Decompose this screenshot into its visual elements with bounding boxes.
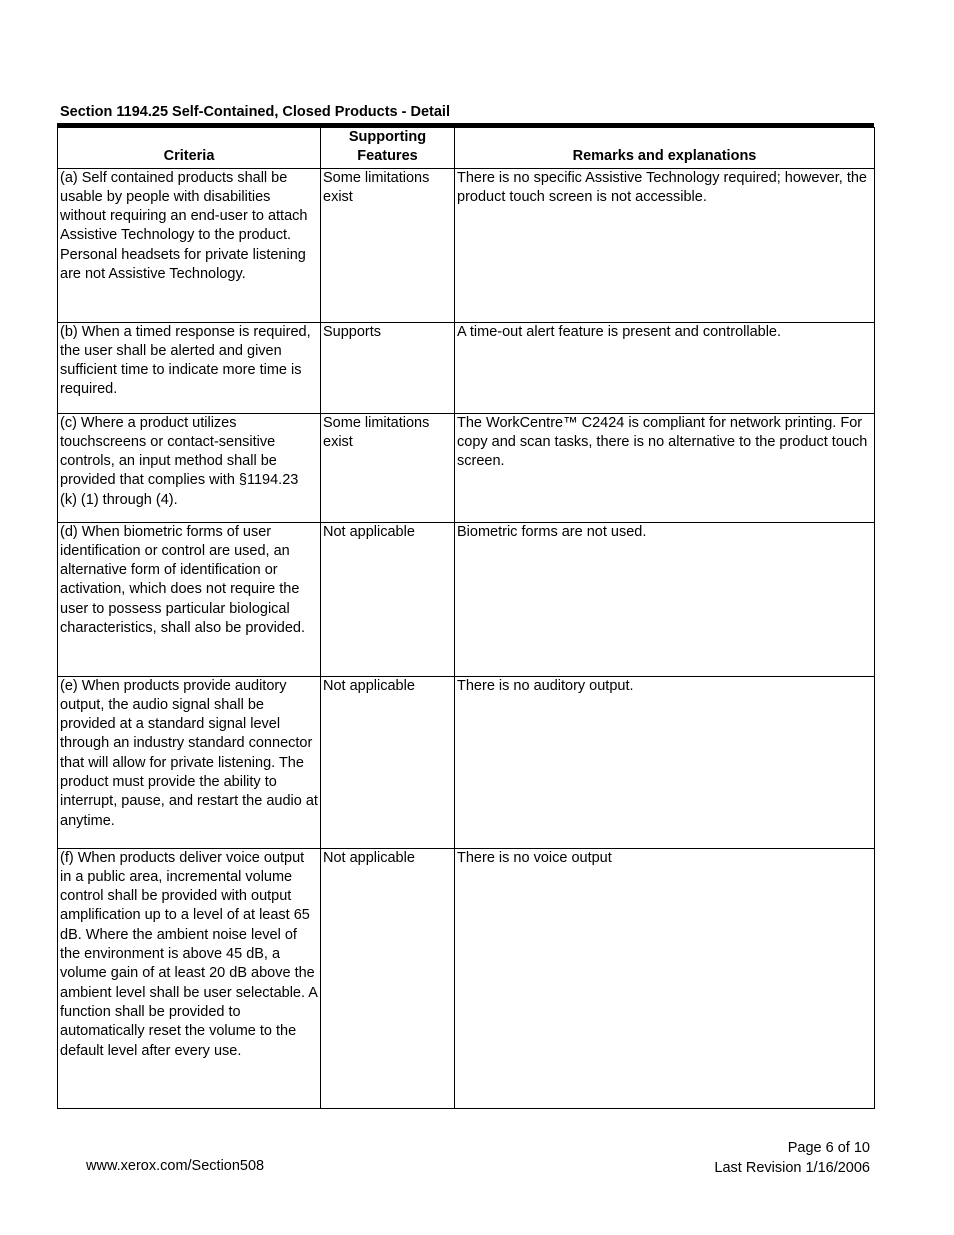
criteria-table — [57, 127, 875, 1109]
table-row — [58, 322, 875, 413]
header-remarks: Remarks and explanations — [455, 128, 875, 169]
criteria-cell: (b) When a timed response is required, the user shall be alerted and given sufficient time to indicate more time is required. — [58, 322, 321, 413]
supporting-cell: Supports — [321, 322, 455, 413]
table-header-row — [58, 128, 875, 169]
supporting-cell: Not applicable — [321, 676, 455, 848]
section-title: Section 1194.25 Self-Contained, Closed Products - Detail — [60, 104, 450, 120]
footer-page-info — [714, 1139, 870, 1178]
table-row — [58, 522, 875, 676]
remarks-cell: Biometric forms are not used. — [455, 522, 875, 676]
table-row — [58, 676, 875, 848]
criteria-cell: (e) When products provide auditory output, the audio signal shall be provided at a standard signal level through an industry standard connector that will allow for private listening. The product must provide the ability to interrupt, pause, and restart the audio at anytime. — [58, 676, 321, 848]
criteria-cell: (d) When biometric forms of user identification or control are used, an alternative form of identification or activation, which does not require the user to possess particular biological characteristics, shall also be provided. — [58, 522, 321, 676]
remarks-cell: There is no auditory output. — [455, 676, 875, 848]
remarks-cell: There is no voice output — [455, 848, 875, 1108]
criteria-cell: (a) Self contained products shall be usable by people with disabilities without requiring an end-user to attach Assistive Technology to the product. Personal headsets for private listening are not Assistive Technology. — [58, 168, 321, 322]
header-supporting-features: Supporting Features — [321, 128, 455, 169]
remarks-cell: A time-out alert feature is present and controllable. — [455, 322, 875, 413]
supporting-cell: Some limitations exist — [321, 168, 455, 322]
page-number: Page 6 of 10 — [787, 1140, 870, 1156]
criteria-cell: (c) Where a product utilizes touchscreens or contact-sensitive controls, an input method shall be provided that complies with §1194.23 (k) (1) through (4). — [58, 413, 321, 522]
supporting-cell: Not applicable — [321, 522, 455, 676]
remarks-cell: The WorkCentre™ C2424 is compliant for network printing. For copy and scan tasks, there is no alternative to the product touch screen. — [455, 413, 875, 522]
table-row — [58, 848, 875, 1108]
table-row — [58, 413, 875, 522]
criteria-cell: (f) When products deliver voice output in a public area, incremental volume control shall be provided with output amplification up to a level of at least 65 dB. Where the ambient noise level of the environment is above 45 dB, a volume gain of at least 20 dB above the ambient level shall be user selectable. A function shall be provided to automatically reset the volume to the default level after every use. — [58, 848, 321, 1108]
remarks-cell: There is no specific Assistive Technology required; however, the product touch screen is not accessible. — [455, 168, 875, 322]
supporting-cell: Not applicable — [321, 848, 455, 1108]
header-criteria: Criteria — [58, 128, 321, 169]
last-revision: Last Revision 1/16/2006 — [714, 1159, 870, 1176]
table-row — [58, 168, 875, 322]
footer-url: www.xerox.com/Section508 — [86, 1158, 265, 1174]
supporting-cell: Some limitations exist — [321, 413, 455, 522]
